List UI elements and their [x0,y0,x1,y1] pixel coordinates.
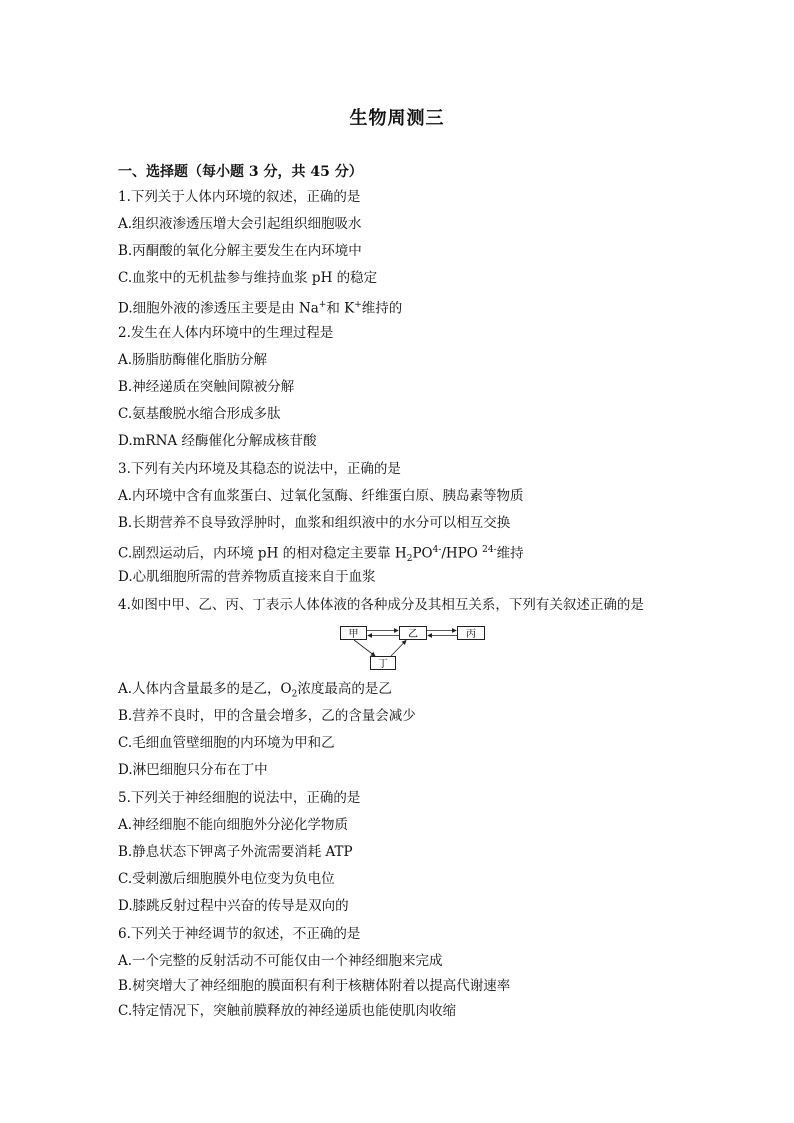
question-3-option-c: C.剧烈运动后，内环境 pH 的相对稳定主要靠 $H_2PO^{4-}$/HPO $^{24-}$维持 [118,545,524,565]
question-4-option-c: C.毛细血管壁细胞的内环境为甲和乙 [118,735,335,751]
label-yi: 乙 [408,629,418,640]
question-4-option-a: A.人体内含量最多的是乙，$O_2$浓度最高的是乙 [118,681,392,700]
question-5-stem: 5.下列关于神经细胞的说法中，正确的是 [118,790,361,806]
question-1-option-c: C.血浆中的无机盐参与维持血浆 pH 的稳定 [118,270,378,286]
label-ding: 丁 [378,659,388,670]
arrow-jia-to-ding [354,640,375,656]
question-2-option-b: B.神经递质在突触间隙被分解 [118,379,295,395]
question-1-stem: 1.下列关于人体内环境的叙述，正确的是 [118,189,361,205]
question-2-option-c: C.氨基酸脱水缩合形成多肽 [118,406,281,422]
question-3-option-a: A.内环境中含有血浆蛋白、过氧化氢酶、纤维蛋白原、胰岛素等物质 [118,488,524,504]
question-3-stem: 3.下列有关内环境及其稳态的说法中，正确的是 [118,461,401,477]
question-5-option-c: C.受刺激后细胞膜外电位变为负电位 [118,871,335,887]
label-bing: 丙 [466,629,476,640]
arrow-ding-to-yi [391,641,406,657]
question-5-option-a: A.神经细胞不能向细胞外分泌化学物质 [118,817,349,833]
question-6-option-b: B.树突增大了神经细胞的膜面积有利于核糖体附着以提高代谢速率 [118,978,511,994]
body-fluid-diagram [340,623,486,673]
question-3-option-b: B.长期营养不良导致浮肿时，血浆和组织液中的水分可以相互交换 [118,515,511,531]
question-1-option-b: B.丙酮酸的氧化分解主要发生在内环境中 [118,243,362,259]
question-6-option-c: C.特定情况下，突触前膜释放的神经递质也能使肌肉收缩 [118,1003,457,1019]
question-1-option-d: D.细胞外液的渗透压主要是由 Na+和 K+维持的 [118,300,403,317]
question-2-stem: 2.发生在人体内环境中的生理过程是 [118,325,334,341]
question-4-option-d: D.淋巴细胞只分布在丁中 [118,762,268,778]
question-2-option-a: A.肠脂肪酶催化脂肪分解 [118,352,268,368]
question-6-option-a: A.一个完整的反射活动不可能仅由一个神经细胞来完成 [118,953,443,969]
section-heading: 一、选择题（每小题 3 分，共 45 分） [118,164,363,180]
question-1-option-a: A.组织液渗透压增大会引起组织细胞吸水 [118,216,362,232]
question-5-option-d: D.膝跳反射过程中兴奋的传导是双向的 [118,898,349,914]
question-4-option-b: B.营养不良时，甲的含量会增多，乙的含量会减少 [118,708,416,724]
question-6-stem: 6.下列关于神经调节的叙述，不正确的是 [118,926,361,942]
question-3-option-d: D.心肌细胞所需的营养物质直接来自于血浆 [118,569,376,585]
question-2-option-d: D.mRNA 经酶催化分解成核苷酸 [118,433,317,449]
question-4-stem: 4.如图中甲、乙、丙、丁表示人体体液的各种成分及其相互关系，下列有关叙述正确的是 [118,597,644,613]
page-title: 生物周测三 [349,108,445,129]
question-5-option-b: B.静息状态下钾离子外流需要消耗 ATP [118,844,353,860]
label-jia: 甲 [348,629,359,640]
